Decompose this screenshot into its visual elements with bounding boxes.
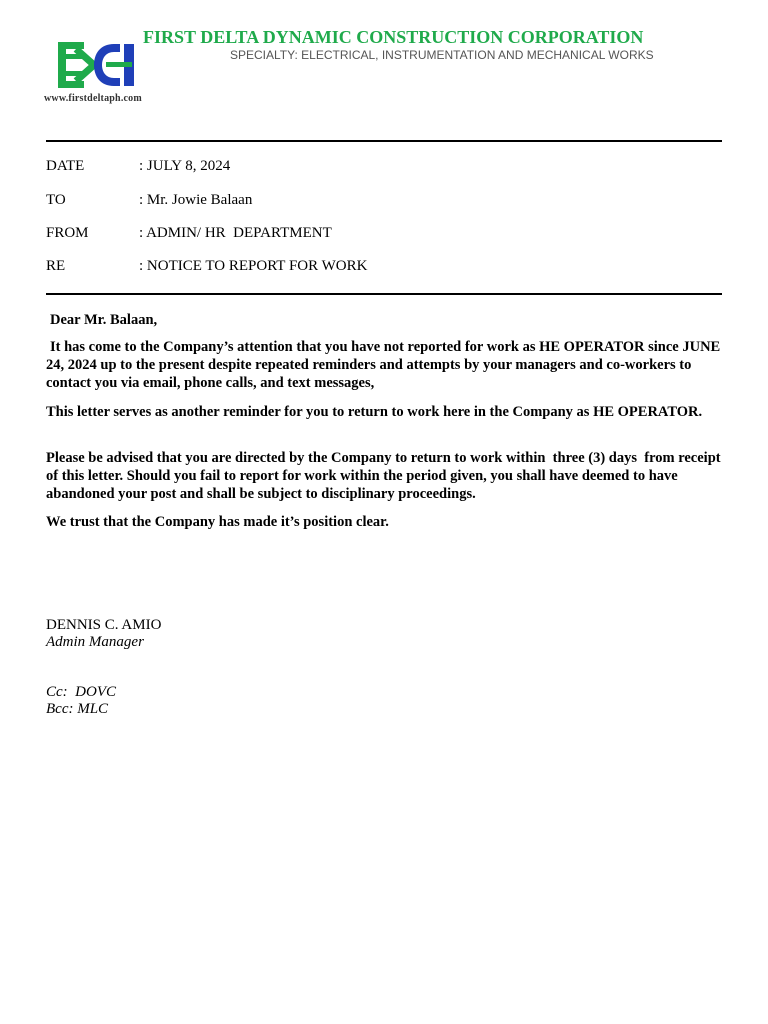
header-divider	[46, 140, 722, 142]
memo-re-label: RE	[46, 258, 66, 274]
memo-to-row	[46, 192, 646, 212]
memo-to-label: TO	[46, 192, 66, 208]
signer-title: Admin Manager	[46, 634, 144, 650]
memo-date-label: DATE	[46, 158, 85, 174]
memo-divider	[46, 293, 722, 295]
signer-name: DENNIS C. AMIO	[46, 617, 162, 633]
body-paragraph-2: This letter serves as another reminder for you to return to work here in the Company as HE OPERATOR.	[46, 404, 703, 420]
company-logo	[56, 40, 138, 90]
bcc-line: Bcc: MLC	[46, 701, 109, 717]
memo-date-row	[46, 158, 646, 178]
company-name: FIRST DELTA DYNAMIC CONSTRUCTION CORPORATION	[143, 27, 644, 47]
memo-from-row	[46, 225, 646, 245]
salutation: Dear Mr. Balaan,	[50, 312, 158, 328]
memo-re-row	[46, 258, 646, 278]
body-paragraph-1: It has come to the Company’s attention that you have not reported for work as HE OPERATOR since JUNE 24, 2024 up to the present despite repeated reminders and attempts by your managers and co-workers to contact you via email, phone calls, and text messages,	[46, 339, 721, 392]
memo-from-value: : ADMIN/ HR DEPARTMENT	[139, 225, 332, 241]
memo-re-value: : NOTICE TO REPORT FOR WORK	[139, 258, 368, 274]
cc-line: Cc: DOVC	[46, 684, 116, 700]
body-paragraph-4: We trust that the Company has made it’s position clear.	[46, 514, 389, 530]
memo-date-value: : JULY 8, 2024	[139, 158, 231, 174]
company-specialty: SPECIALTY: ELECTRICAL, INSTRUMENTATION AND MECHANICAL WORKS	[230, 48, 654, 62]
company-website: www.firstdeltaph.com	[44, 93, 142, 104]
memo-to-value: : Mr. Jowie Balaan	[139, 192, 253, 208]
body-paragraph-3: Please be advised that you are directed by the Company to return to work within three (3) days from receipt of this letter. Should you fail to report for work within the period given, you shall have deemed to have abandoned your post and shall be subject to disciplinary proceedings.	[46, 450, 725, 503]
memo-from-label: FROM	[46, 225, 89, 241]
